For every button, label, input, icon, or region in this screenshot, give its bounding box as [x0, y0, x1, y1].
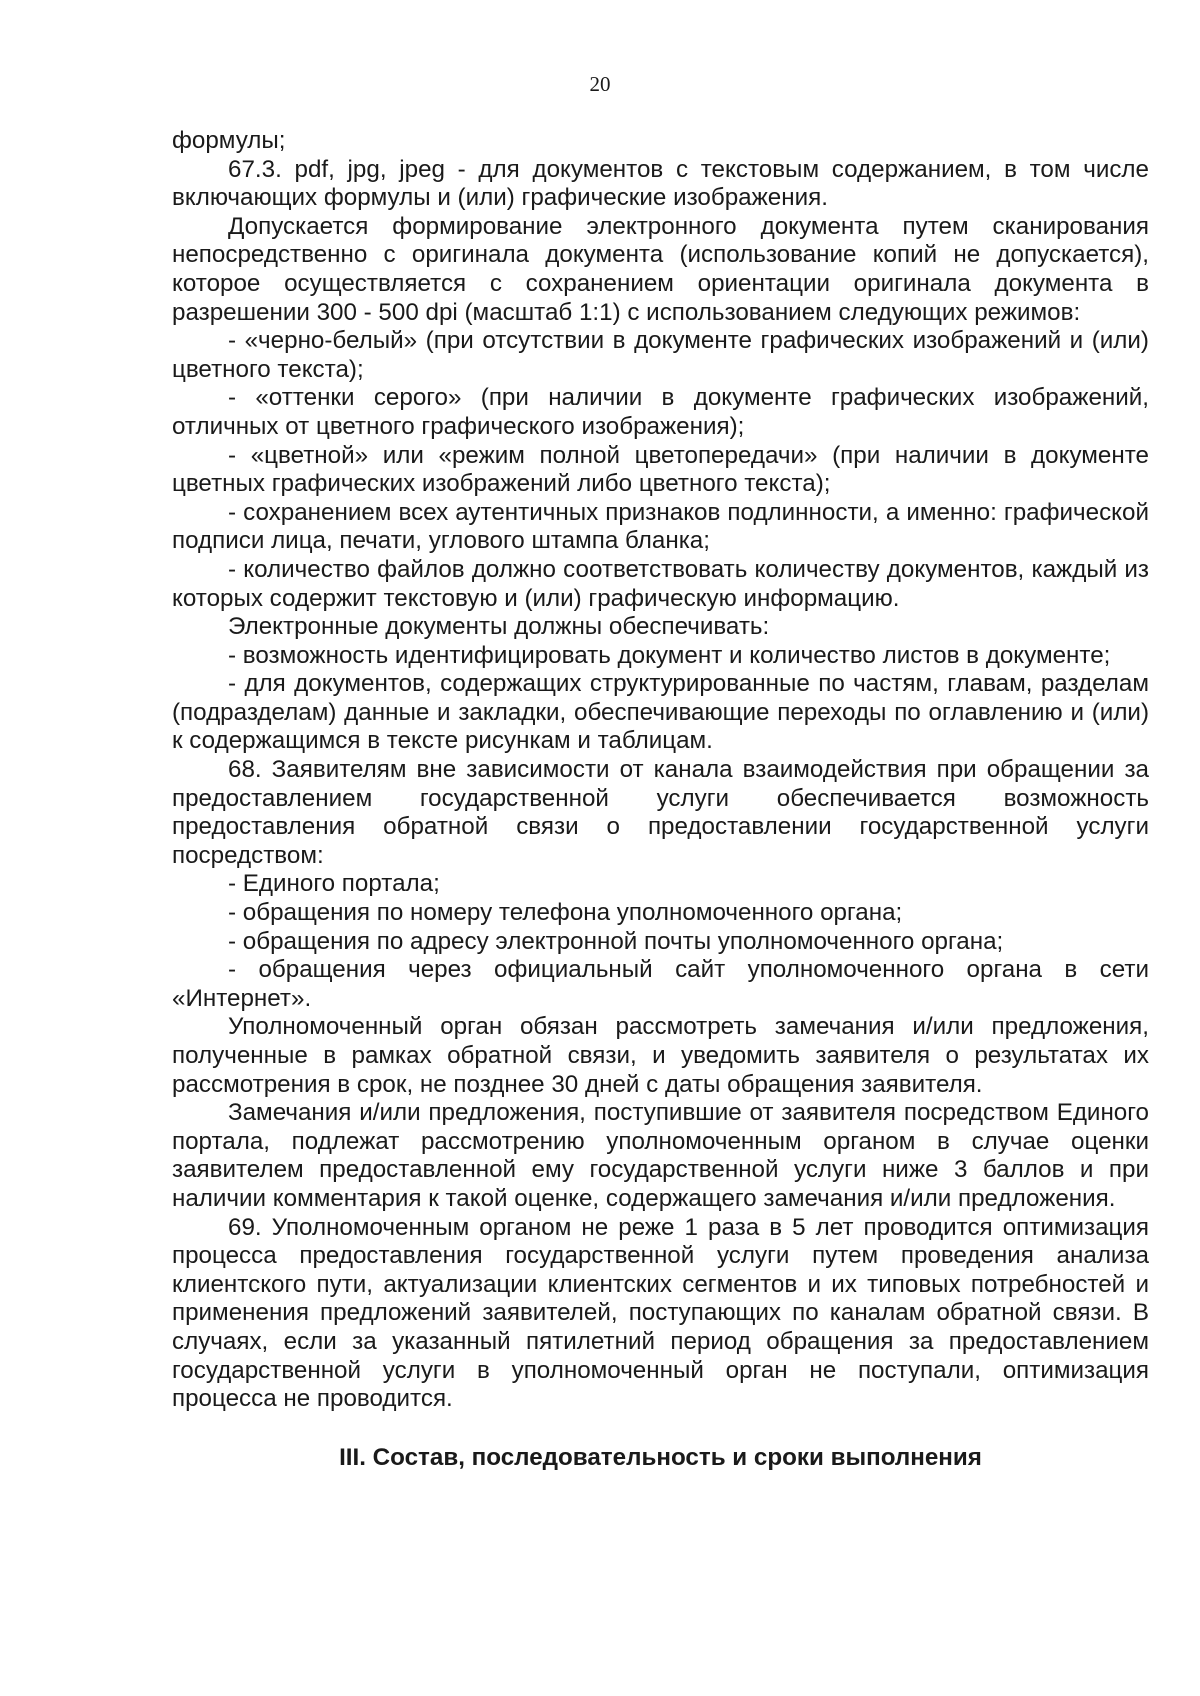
list-item-email: - обращения по адресу электронной почты уполномоченного органа; [228, 927, 1004, 955]
list-item-single-portal: - Единого портала; [228, 870, 440, 898]
list-item-file-count: - количество файлов должно соответствовать количеству документов, каждый из которых содержит текстовую и (или) графическую информацию. [172, 555, 1149, 612]
paragraph-67-3: 67.3. pdf, jpg, jpeg - для документов с текстовым содержанием, в том числе включающих формулы и (или) графические изображения. [172, 155, 1149, 212]
paragraph-68: 68. Заявителям вне зависимости от канала взаимодействия при обращении за предоставлением государственной услуги обеспечивается возможность предоставления обратной связи о предоставлении государственной услуги посредством: [172, 756, 1149, 869]
list-item-color: - «цветной» или «режим полной цветопередачи» (при наличии в документе цветных графических изображений либо цветного текста); [172, 441, 1149, 498]
paragraph-authority-obliged: Уполномоченный орган обязан рассмотреть замечания и/или предложения, полученные в рамках обратной связи, и уведомить заявителя о результатах их рассмотрения в срок, не позднее 30 дней с даты обращения заявителя. [172, 1013, 1149, 1098]
paragraph-remarks-portal: Замечания и/или предложения, поступившие от заявителя посредством Единого портала, подлежат рассмотрению уполномоченным органом в случае оценки заявителем предоставленной ему государственной услуги ниже 3 баллов и при наличии комментария к такой оценке, содержащего замечания и/или предложения. [172, 1099, 1149, 1212]
list-item-authenticity: - сохранением всех аутентичных признаков подлинности, а именно: графической подписи лица, печати, углового штампа бланка; [172, 498, 1149, 555]
list-item-website: - обращения через официальный сайт уполномоченного органа в сети «Интернет». [172, 956, 1149, 1012]
section-heading: III. Состав, последовательность и сроки выполнения [339, 1443, 982, 1471]
list-item-black-white: - «черно-белый» (при отсутствии в документе графических изображений и (или) цветного текста); [172, 327, 1149, 383]
paragraph-scanning-allowed: Допускается формирование электронного документа путем сканирования непосредственно с оригинала документа (использование копий не допускается), которое осуществляется с сохранением ориентации оригинала документа в разрешении 300 - 500 dpi (масштаб 1:1) с использованием следующих режимов: [172, 212, 1149, 326]
page-number: 20 [589, 72, 611, 96]
list-item-bookmarks: - для документов, содержащих структурированные по частям, главам, разделам (подразделам) данные и закладки, обеспечивающие переходы по оглавлению и (или) к содержащимся в тексте рисункам и таблицам. [172, 670, 1149, 755]
document-body [172, 127, 1149, 1472]
paragraph-electronic-documents: Электронные документы должны обеспечивать: [228, 613, 770, 641]
paragraph-formulas-continuation: формулы; [172, 127, 286, 154]
list-item-grayscale: - «оттенки серого» (при наличии в документе графических изображений, отличных от цветного графического изображения); [172, 384, 1149, 440]
paragraph-69: 69. Уполномоченным органом не реже 1 раза в 5 лет проводится оптимизация процесса предоставления государственной услуги путем проведения анализа клиентского пути, актуализации клиентских сегментов и их типовых потребностей и применения предложений заявителей, поступающих по каналам обратной связи. В случаях, если за указанный пятилетний период обращения за предоставлением государственной услуги в уполномоченный орган не поступали, оптимизация процесса не проводится. [172, 1213, 1149, 1413]
list-item-identify-document: - возможность идентифицировать документ и количество листов в документе; [228, 641, 1111, 669]
list-item-phone: - обращения по номеру телефона уполномоченного органа; [228, 899, 903, 927]
